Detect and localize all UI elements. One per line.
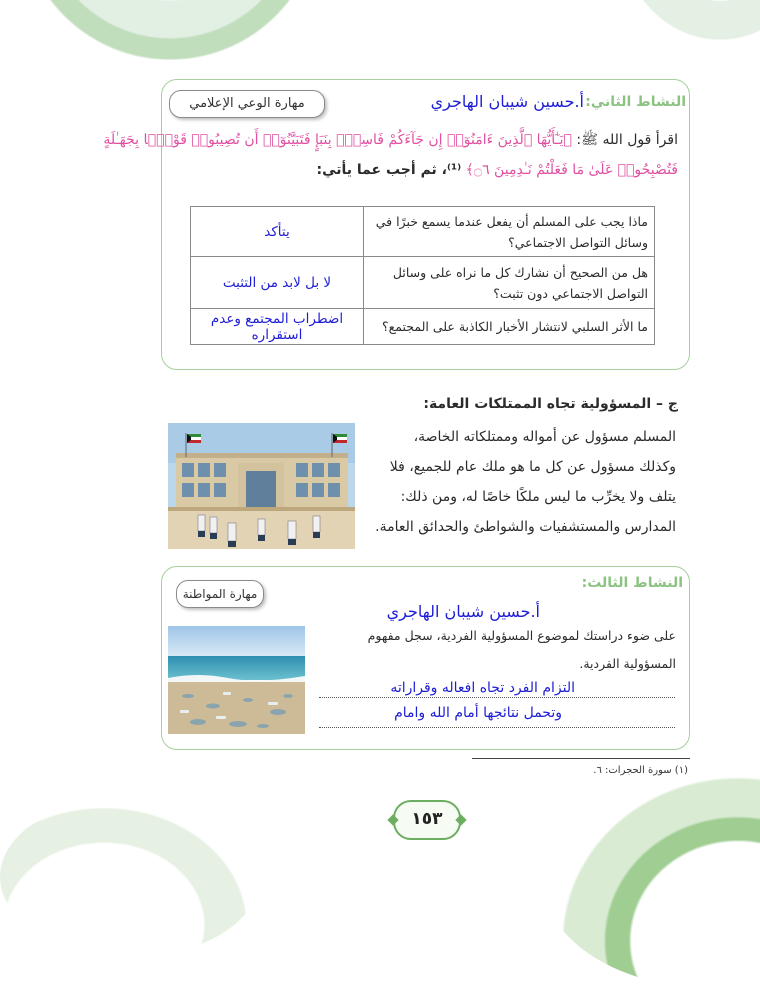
quran-verse-line-2: فَتُصْبِحُوا۟ عَلَىٰ مَا فَعَلْتُمْ نَـٰدِمِينَ ۝٦﴾ [465, 162, 678, 178]
prompt-line-1: على ضوء دراستك لموضوع المسؤولية الفردية، سجل مفهوم [367, 628, 676, 643]
section-c-line-3: يتلف ولا يخرِّب ما ليس ملكًا خاصًا له، ومن ذلك: [400, 489, 676, 505]
handwritten-answer-2: وتحمل نتائجها أمام الله وامام [394, 705, 562, 721]
footnote-divider [472, 758, 690, 759]
activity-two-title: النشاط الثاني: [585, 94, 686, 110]
activity-three-prompt [326, 622, 676, 678]
question-cell: ماذا يجب على المسلم أن يفعل عندما يسمع خبرًا في وسائل التواصل الاجتماعي؟ [364, 207, 655, 257]
section-c-body [346, 422, 676, 542]
table-row [191, 309, 655, 345]
answer-line-1 [319, 697, 675, 698]
decorative-corner-bottom-left [0, 797, 260, 957]
activity-three-teacher: أ.حسين شيبان الهاجري [386, 602, 540, 621]
activity-two-verse-cont [178, 156, 678, 184]
qa-table [190, 206, 655, 345]
handwritten-answer-1: التزام الفرد تجاه افعاله وقراراته [390, 680, 575, 696]
citizenship-skill-tag: مهارة المواطنة [176, 580, 264, 608]
section-c-heading: ج – المسؤولية تجاه الممتلكات العامة: [423, 396, 678, 412]
after-verse-text: ⁽¹⁾، ثم أجب عما يأتي: [316, 162, 462, 178]
intro-text: اقرأ قول الله ﷺ: [576, 132, 678, 148]
answer-cell: يتأكد [191, 207, 364, 257]
beach-pollution-illustration [168, 626, 305, 734]
prompt-line-2: المسؤولية الفردية. [579, 656, 676, 671]
decorative-corner-top-left [20, 0, 320, 60]
footnote-text: (١) سورة الحجرات: ٦. [593, 765, 688, 776]
quran-verse-line-1: ﴿يَـٰٓأَيُّهَا ٱلَّذِينَ ءَامَنُوٓا۟ إِن جَآءَكُمْ فَاسِقٌۢ بِنَبَإٍ فَتَبَيَّنُوٓا۟ أَن تُصِيبُوا۟ قَوْمًۢا بِجَهَـٰلَةٍ [103, 132, 572, 148]
school-illustration [168, 423, 355, 549]
table-row [191, 257, 655, 309]
table-row [191, 207, 655, 257]
section-c-line-1: المسلم مسؤول عن أمواله وممتلكاته الخاصة، [413, 429, 676, 445]
activity-two-intro [103, 126, 678, 154]
media-awareness-skill-tag: مهارة الوعي الإعلامي [169, 90, 325, 118]
question-cell: هل من الصحيح أن نشارك كل ما نراه على وسائل التواصل الاجتماعي دون تثبت؟ [364, 257, 655, 309]
school-photo [168, 423, 355, 549]
activity-two-teacher: أ.حسين شيبان الهاجري [430, 92, 584, 111]
section-c-line-4: المدارس والمستشفيات والشواطئ والحدائق العامة. [375, 519, 676, 535]
activity-three-title: النشاط الثالث: [581, 575, 683, 591]
beach-photo [168, 626, 305, 734]
page-number: ١٥٣ [393, 800, 461, 840]
section-c-line-2: وكذلك مسؤول عن كل ما هو ملك عام للجميع، فلا [389, 459, 676, 475]
answer-cell: لا بل لابد من التثبت [191, 257, 364, 309]
answer-cell: اضطراب المجتمع وعدم استقراره [191, 309, 364, 345]
question-cell: ما الأثر السلبي لانتشار الأخبار الكاذبة على المجتمع؟ [364, 309, 655, 345]
decorative-corner-bottom-right [540, 757, 760, 987]
decorative-corner-top-right [620, 0, 760, 40]
answer-line-2 [319, 727, 675, 728]
